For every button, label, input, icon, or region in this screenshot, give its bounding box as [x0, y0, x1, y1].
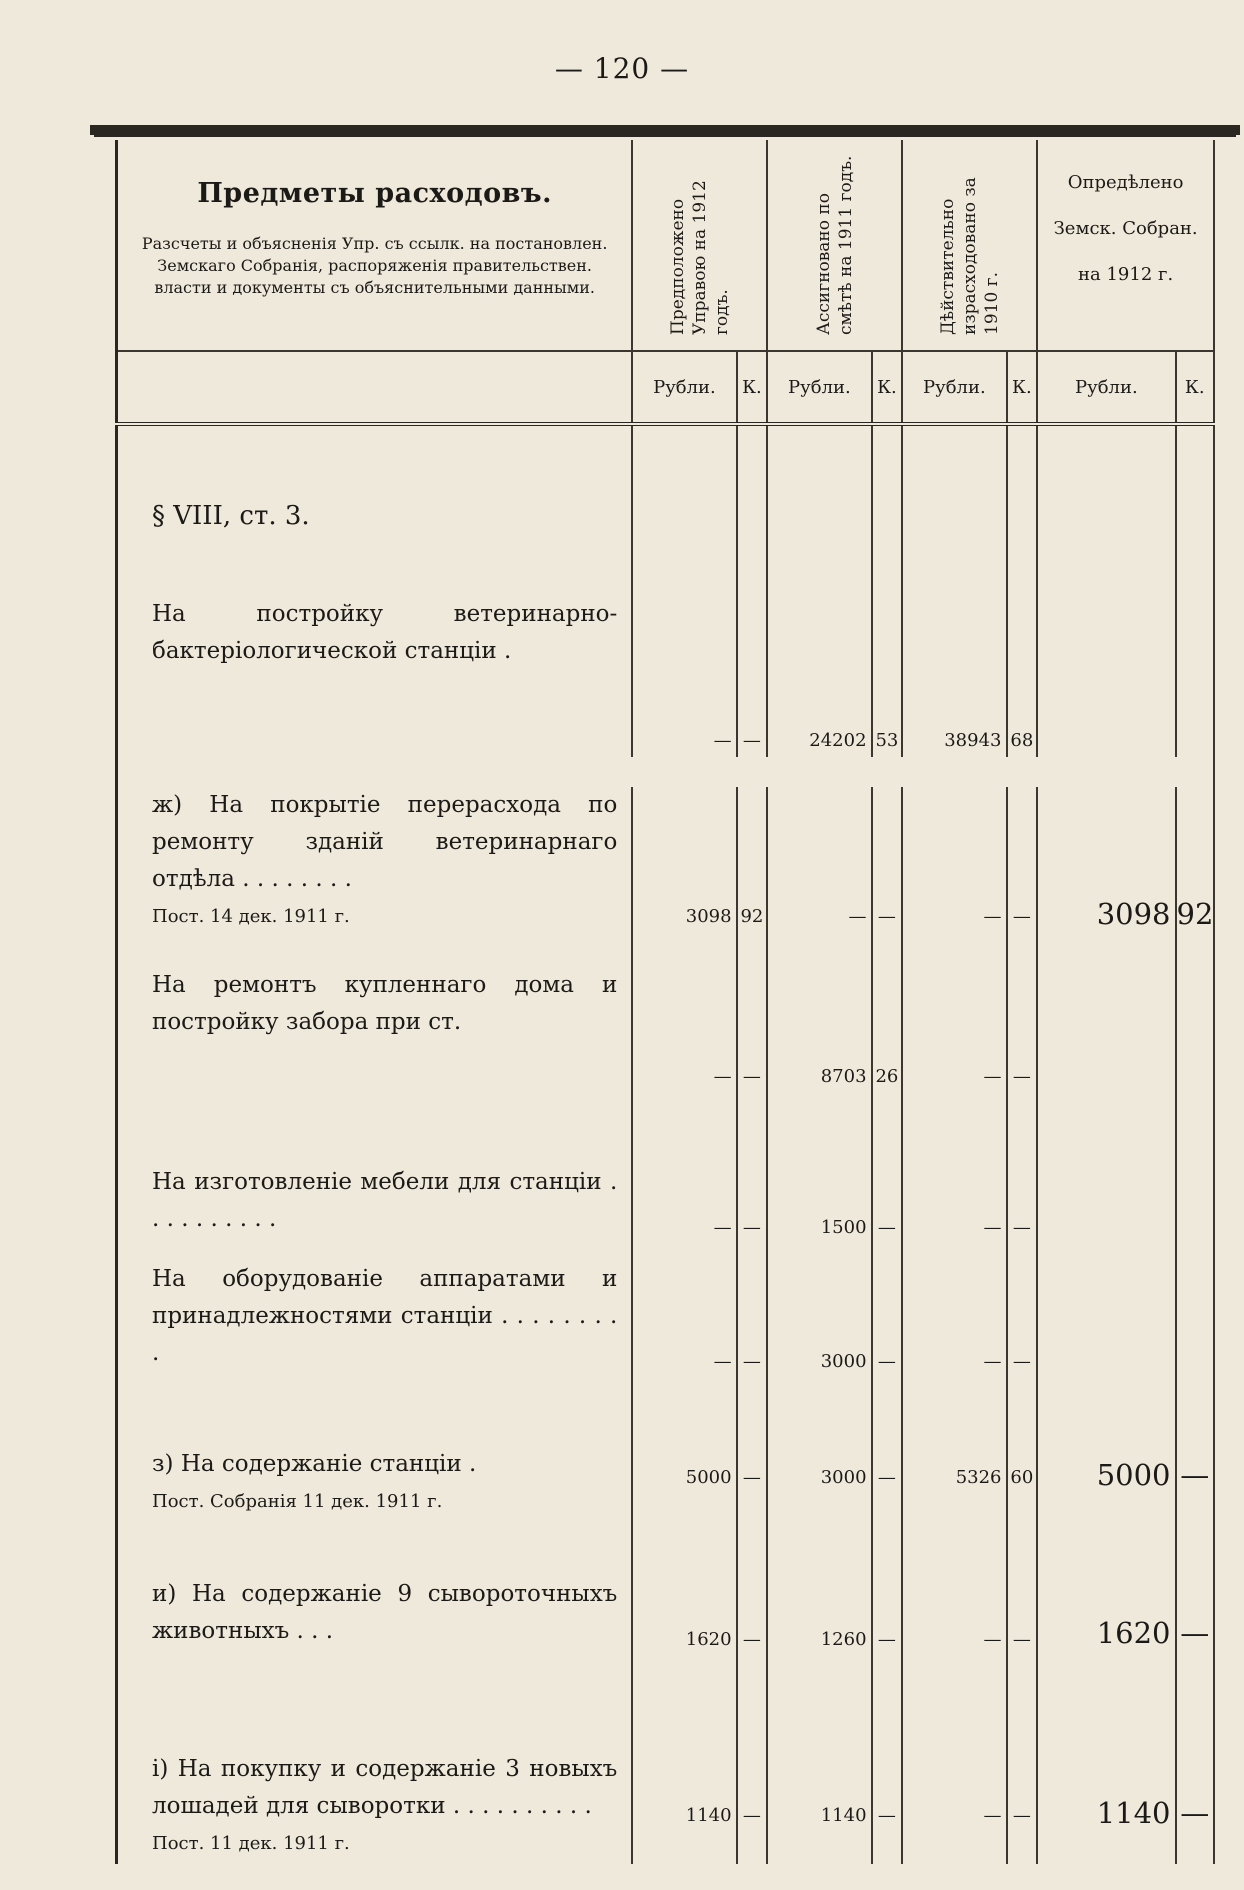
unit-kop: К. [872, 351, 903, 424]
unit-kop: К. [1007, 351, 1038, 424]
proposed-kop: — [737, 596, 768, 757]
assigned-kop: — [872, 1522, 903, 1656]
spent-kop: — [1007, 967, 1038, 1093]
row-note: Пост. 11 дек. 1911 г. [152, 1833, 350, 1854]
spent-rub: — [902, 1656, 1006, 1864]
assigned-rub: 1260 [767, 1522, 871, 1656]
proposed-kop: 92 [737, 787, 768, 967]
determined-kop [1176, 967, 1215, 1093]
table-row [117, 1522, 1215, 1656]
proposed-rub: — [632, 596, 736, 757]
section-row [117, 436, 1215, 596]
proposed-kop: — [737, 1378, 768, 1522]
row-description [117, 1522, 633, 1656]
page-number: — 120 — [554, 52, 690, 85]
table-row [117, 1378, 1215, 1522]
row-note: Пост. 14 дек. 1911 г. [152, 906, 350, 927]
assigned-rub: 3000 [767, 1244, 871, 1378]
unit-rub: Рубли. [902, 351, 1006, 424]
header-assigned-label: Ассигновано по смѣтѣ на 1911 годъ. [813, 155, 856, 335]
assigned-kop: — [872, 1093, 903, 1244]
spent-kop: — [1007, 1244, 1038, 1378]
header-description-cell [117, 140, 633, 351]
table-subtitle: Разсчеты и объясненія Упр. съ ссылк. на постановлен. Земскаго Собранія, распоряженія правительствен. власти и документы съ объяснительными данными. [141, 234, 608, 297]
row-text: На изготовленіе мебели для станціи . . . . . . . . . . [152, 1169, 618, 1232]
header-determined-label [1038, 140, 1213, 298]
determined-rub [1037, 1093, 1175, 1244]
units-row [117, 351, 1215, 424]
row-description [117, 787, 633, 967]
table-row [117, 757, 1215, 787]
spent-rub: — [902, 1244, 1006, 1378]
row-description [117, 1093, 633, 1244]
header-assigned [767, 140, 902, 351]
spent-rub: — [902, 787, 1006, 967]
spent-kop: — [1007, 1656, 1038, 1864]
determined-kop: — [1176, 1656, 1215, 1864]
proposed-kop: — [737, 1244, 768, 1378]
table-row [117, 1656, 1215, 1864]
unit-kop: К. [1176, 351, 1215, 424]
spent-kop: 68 [1007, 596, 1038, 757]
determined-rub: 1140 [1037, 1656, 1175, 1864]
proposed-kop: — [737, 1093, 768, 1244]
determined-rub [1037, 596, 1175, 757]
row-text: з) На содержаніе станціи . [152, 1451, 477, 1477]
spent-rub: — [902, 1093, 1006, 1244]
unit-rub: Рубли. [767, 351, 871, 424]
determined-rub [1037, 967, 1175, 1093]
header-determined-line-2: Земск. Собран. [1053, 218, 1198, 239]
determined-kop: 92 [1176, 787, 1215, 967]
table-row [117, 1093, 1215, 1244]
table-title: Предметы расходовъ. [197, 178, 552, 209]
determined-rub: 3098 [1037, 787, 1175, 967]
determined-kop [1176, 1244, 1215, 1378]
proposed-rub: 5000 [632, 1378, 736, 1522]
row-text: На постройку ветеринарно-бактеріологической станціи . [152, 601, 618, 664]
proposed-rub: 1620 [632, 1522, 736, 1656]
unit-rub: Рубли. [1037, 351, 1175, 424]
header-proposed [632, 140, 767, 351]
header-determined [1037, 140, 1214, 351]
spent-rub: — [902, 967, 1006, 1093]
spent-kop: — [1007, 787, 1038, 967]
assigned-kop: 53 [872, 596, 903, 757]
proposed-rub: 3098 [632, 787, 736, 967]
proposed-rub: — [632, 967, 736, 1093]
proposed-kop: — [737, 1656, 768, 1864]
row-description [117, 1378, 633, 1522]
top-rule [90, 125, 1240, 135]
determined-rub [1037, 1244, 1175, 1378]
determined-rub: 1620 [1037, 1522, 1175, 1656]
row-text: ж) На покрытіе перерасхода по ремонту зданій ветеринарнаго отдѣла . . . . . . . . [152, 792, 618, 892]
double-rule [117, 424, 1215, 436]
assigned-kop: — [872, 1656, 903, 1864]
spent-kop: — [1007, 1093, 1038, 1244]
unit-rub: Рубли. [632, 351, 736, 424]
determined-kop: — [1176, 1378, 1215, 1522]
row-text: и) На содержаніе 9 сывороточныхъ животныхъ . . . [152, 1581, 618, 1644]
table-row [117, 967, 1215, 1093]
table-row [117, 787, 1215, 967]
table-row [117, 1244, 1215, 1378]
row-description [117, 596, 633, 757]
assigned-rub: 3000 [767, 1378, 871, 1522]
proposed-rub: — [632, 1244, 736, 1378]
row-description [117, 1656, 633, 1864]
proposed-rub: — [632, 1093, 736, 1244]
expense-table [115, 140, 1215, 1864]
proposed-kop: — [737, 1522, 768, 1656]
spent-rub: — [902, 1522, 1006, 1656]
row-text: На ремонтъ купленнаго дома и постройку забора при ст. [152, 972, 618, 1035]
row-note: Пост. Собранія 11 дек. 1911 г. [152, 1491, 443, 1512]
spent-kop: — [1007, 1522, 1038, 1656]
assigned-rub: 1140 [767, 1656, 871, 1864]
unit-kop: К. [737, 351, 768, 424]
determined-kop: — [1176, 1522, 1215, 1656]
proposed-rub: 1140 [632, 1656, 736, 1864]
assigned-kop: — [872, 787, 903, 967]
units-blank [117, 351, 633, 424]
determined-kop [1176, 596, 1215, 757]
proposed-kop: — [737, 967, 768, 1093]
header-row [117, 140, 1215, 351]
spent-rub: 38943 [902, 596, 1006, 757]
row-text: і) На покупку и содержаніе 3 новыхъ лошадей для сыворотки . . . . . . . . . . [152, 1756, 618, 1819]
determined-kop [1176, 1093, 1215, 1244]
assigned-rub: 1500 [767, 1093, 871, 1244]
spent-rub: 5326 [902, 1378, 1006, 1522]
row-description [117, 967, 633, 1093]
table-row [117, 596, 1215, 757]
row-description [117, 1244, 633, 1378]
assigned-kop: 26 [872, 967, 903, 1093]
header-proposed-label: Предположено Управою на 1912 годъ. [667, 180, 732, 335]
header-spent-label: Дѣйствительно израсходовано за 1910 г. [937, 177, 1002, 335]
determined-rub: 5000 [1037, 1378, 1175, 1522]
spent-kop: 60 [1007, 1378, 1038, 1522]
assigned-rub: 8703 [767, 967, 871, 1093]
assigned-rub: — [767, 787, 871, 967]
assigned-kop: — [872, 1244, 903, 1378]
assigned-kop: — [872, 1378, 903, 1522]
header-determined-line-1: Опредѣлено [1067, 172, 1184, 193]
header-spent [902, 140, 1037, 351]
section-heading: § VIII, ст. 3. [117, 436, 633, 596]
header-determined-line-3: на 1912 г. [1078, 264, 1174, 285]
row-text: На оборудованіе аппаратами и принадлежностями станціи . . . . . . . . . [152, 1266, 618, 1366]
assigned-rub: 24202 [767, 596, 871, 757]
